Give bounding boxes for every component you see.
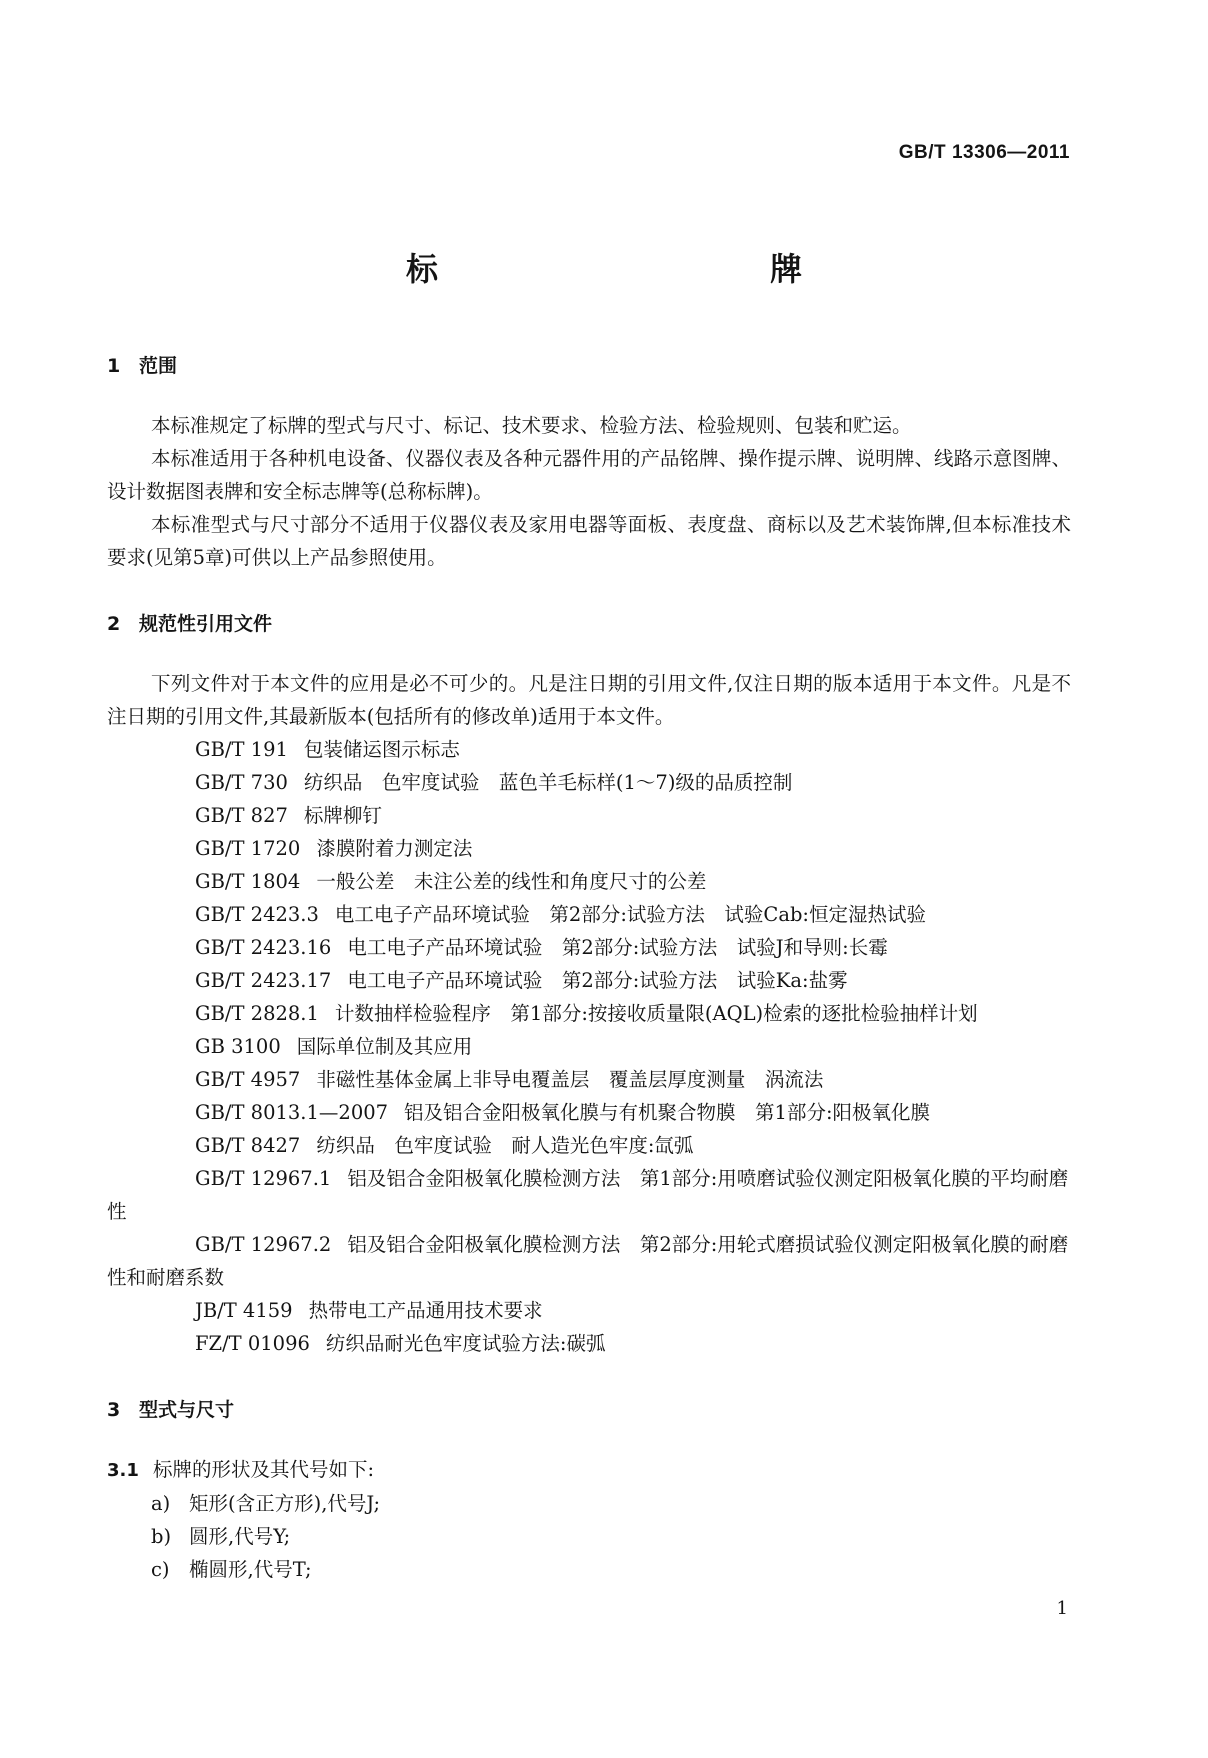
reference-item [107,1162,1071,1228]
reference-code: GB/T 2423.17 [195,969,332,992]
reference-title: 计数抽样检验程序 第1部分:按接收质量限(AQL)检索的逐批检验抽样计划 [334,1002,978,1025]
reference-code: GB/T 4957 [195,1068,301,1091]
reference-item [107,799,1071,832]
reference-item [107,1129,1071,1162]
paragraph: 本标准适用于各种机电设备、仪器仪表及各种元器件用的产品铭牌、操作提示牌、说明牌、线路示意图牌、设计数据图表牌和安全标志牌等(总称标牌)。 [107,447,1071,503]
reference-item [107,898,1071,931]
reference-code: GB/T 8013.1—2007 [195,1101,389,1124]
section-2-heading [107,608,1071,641]
reference-code: GB/T 2423.3 [195,903,319,926]
reference-item [107,1327,1071,1360]
reference-item [107,1063,1071,1096]
section-number: 3 [107,1399,121,1421]
section-number: 1 [107,355,121,377]
reference-item [107,931,1071,964]
reference-code: FZ/T 01096 [195,1332,310,1355]
reference-title: 漆膜附着力测定法 [316,837,473,860]
list-text: 矩形(含正方形),代号J; [189,1492,381,1515]
reference-item [107,964,1071,997]
reference-title: 热带电工产品通用技术要求 [308,1299,543,1322]
reference-title: 一般公差 未注公差的线性和角度尺寸的公差 [316,870,707,893]
reference-title: 纺织品 色牢度试验 耐人造光色牢度:氙弧 [316,1134,694,1157]
reference-title: 电工电子产品环境试验 第2部分:试验方法 试验Cab:恒定湿热试验 [334,903,926,926]
reference-list [107,733,1071,1360]
reference-title: 纺织品 色牢度试验 蓝色羊毛标样(1～7)级的品质控制 [303,771,793,794]
clause-3-1 [107,1453,1071,1487]
reference-title: 国际单位制及其应用 [296,1035,473,1058]
reference-title: 电工电子产品环境试验 第2部分:试验方法 试验J和导则:长霉 [347,936,888,959]
reference-title: 标牌柳钉 [303,804,382,827]
reference-code: GB 3100 [195,1035,281,1058]
reference-code: GB/T 8427 [195,1134,301,1157]
document-body [107,350,1071,1586]
shape-list [107,1487,1071,1586]
reference-code: GB/T 827 [195,804,288,827]
section-title: 型式与尺寸 [139,1399,235,1421]
list-item [107,1487,1071,1520]
reference-code: GB/T 12967.2 [195,1233,332,1256]
clause-text: 标牌的形状及其代号如下: [153,1458,375,1481]
reference-code: GB/T 12967.1 [195,1167,332,1190]
reference-item [107,766,1071,799]
paragraph: 本标准型式与尺寸部分不适用于仪器仪表及家用电器等面板、表度盘、商标以及艺术装饰牌,但本标准技术要求(见第5章)可供以上产品参照使用。 [107,513,1071,569]
paragraph: 本标准规定了标牌的型式与尺寸、标记、技术要求、检验方法、检验规则、包装和贮运。 [151,414,912,437]
reference-item [107,1030,1071,1063]
reference-title: 铝及铝合金阳极氧化膜检测方法 第1部分:用喷磨试验仪测定阳极氧化膜的平均耐磨性 [107,1167,1069,1223]
list-item [107,1520,1071,1553]
reference-title: 非磁性基体金属上非导电覆盖层 覆盖层厚度测量 涡流法 [316,1068,824,1091]
reference-code: GB/T 1804 [195,870,301,893]
section-number: 2 [107,613,121,635]
reference-item [107,1294,1071,1327]
reference-item [107,865,1071,898]
reference-code: GB/T 191 [195,738,288,761]
reference-item [107,733,1071,766]
reference-code: GB/T 2423.16 [195,936,332,959]
reference-code: GB/T 730 [195,771,288,794]
reference-title: 包装储运图示标志 [303,738,460,761]
list-text: 椭圆形,代号T; [189,1558,312,1581]
clause-number: 3.1 [107,1460,139,1481]
reference-code: JB/T 4159 [195,1299,293,1322]
reference-item [107,1228,1071,1294]
list-text: 圆形,代号Y; [189,1525,291,1548]
section-1-heading [107,350,1071,383]
section-title: 范围 [139,355,178,377]
list-marker: b) [151,1525,172,1548]
reference-title: 电工电子产品环境试验 第2部分:试验方法 试验Ka:盐雾 [347,969,848,992]
standard-number: GB/T 13306—2011 [898,142,1070,163]
page-number: 1 [1056,1598,1068,1619]
reference-code: GB/T 1720 [195,837,301,860]
reference-item [107,1096,1071,1129]
paragraph: 下列文件对于本文件的应用是必不可少的。凡是注日期的引用文件,仅注日期的版本适用于本文件。凡是不注日期的引用文件,其最新版本(包括所有的修改单)适用于本文件。 [107,672,1071,728]
reference-title: 纺织品耐光色牢度试验方法:碳弧 [325,1332,606,1355]
list-marker: c) [151,1558,170,1581]
reference-item [107,832,1071,865]
reference-code: GB/T 2828.1 [195,1002,319,1025]
list-item [107,1553,1071,1586]
section-title: 规范性引用文件 [139,613,273,635]
list-marker: a) [151,1492,171,1515]
reference-title: 铝及铝合金阳极氧化膜检测方法 第2部分:用轮式磨损试验仪测定阳极氧化膜的耐磨性和耐磨系数 [107,1233,1069,1289]
section-3-heading [107,1394,1071,1427]
reference-title: 铝及铝合金阳极氧化膜与有机聚合物膜 第1部分:阳极氧化膜 [404,1101,931,1124]
reference-item [107,997,1071,1030]
document-title: 标 牌 [405,250,952,288]
